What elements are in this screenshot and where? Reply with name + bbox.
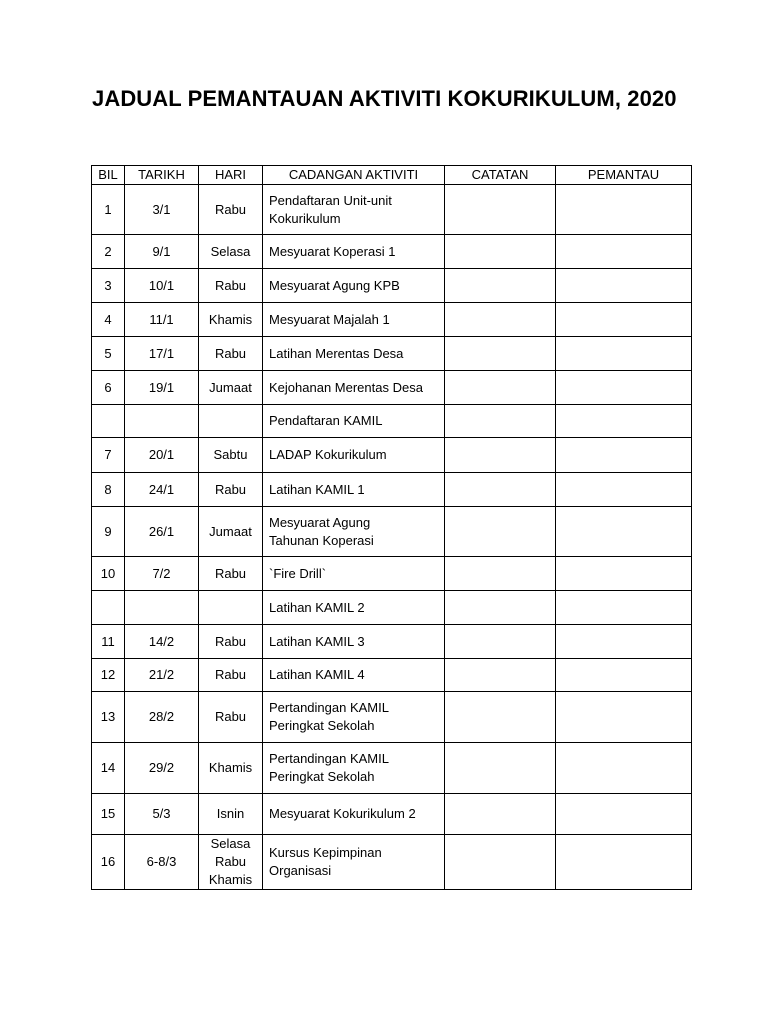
table-row <box>92 371 692 405</box>
cell-aktiviti-line: `Fire Drill` <box>269 565 327 581</box>
table-row <box>92 743 692 794</box>
header-cadangan-aktiviti: CADANGAN AKTIVITI <box>263 166 445 185</box>
table-row <box>92 269 692 303</box>
cell-pemantau <box>556 185 692 235</box>
cell-hari <box>199 591 263 625</box>
cell-catatan <box>445 507 556 557</box>
cell-catatan <box>445 743 556 794</box>
cell-aktiviti-line: Kokurikulum <box>269 210 341 226</box>
cell-hari: Rabu <box>199 659 263 692</box>
cell-cadangan-aktiviti <box>263 269 445 303</box>
cell-aktiviti-line: Pendaftaran Unit-unit <box>269 192 392 208</box>
cell-pemantau <box>556 269 692 303</box>
table-row <box>92 235 692 269</box>
cell-catatan <box>445 185 556 235</box>
cell-pemantau <box>556 303 692 337</box>
cell-cadangan-aktiviti <box>263 692 445 743</box>
cell-bil: 11 <box>92 625 125 659</box>
cell-pemantau <box>556 835 692 890</box>
cell-cadangan-aktiviti <box>263 659 445 692</box>
cell-catatan <box>445 557 556 591</box>
header-catatan: CATATAN <box>445 166 556 185</box>
cell-pemantau <box>556 692 692 743</box>
cell-tarikh: 20/1 <box>125 438 199 473</box>
cell-pemantau <box>556 794 692 835</box>
cell-hari: Rabu <box>199 625 263 659</box>
cell-aktiviti-line: Latihan Merentas Desa <box>269 345 404 361</box>
cell-tarikh: 14/2 <box>125 625 199 659</box>
cell-hari: Khamis <box>199 303 263 337</box>
cell-cadangan-aktiviti <box>263 185 445 235</box>
table-row <box>92 438 692 473</box>
cell-bil: 1 <box>92 185 125 235</box>
cell-bil: 13 <box>92 692 125 743</box>
cell-pemantau <box>556 743 692 794</box>
table-row <box>92 473 692 507</box>
cell-catatan <box>445 438 556 473</box>
table-row <box>92 405 692 438</box>
cell-tarikh: 3/1 <box>125 185 199 235</box>
cell-cadangan-aktiviti <box>263 405 445 438</box>
cell-tarikh: 5/3 <box>125 794 199 835</box>
cell-aktiviti-line: Latihan KAMIL 2 <box>269 599 365 615</box>
cell-hari: Rabu <box>199 692 263 743</box>
cell-aktiviti-line: Mesyuarat Kokurikulum 2 <box>269 806 416 821</box>
cell-cadangan-aktiviti <box>263 438 445 473</box>
cell-aktiviti-line: Pertandingan KAMIL <box>269 751 389 766</box>
cell-catatan <box>445 405 556 438</box>
cell-cadangan-aktiviti <box>263 473 445 507</box>
header-tarikh: TARIKH <box>125 166 199 185</box>
cell-aktiviti-line: Pendaftaran KAMIL <box>269 413 383 428</box>
cell-tarikh: 24/1 <box>125 473 199 507</box>
cell-aktiviti-line: Mesyuarat Koperasi 1 <box>269 243 396 259</box>
cell-cadangan-aktiviti <box>263 557 445 591</box>
table-row <box>92 692 692 743</box>
header-hari: HARI <box>199 166 263 185</box>
table-row <box>92 337 692 371</box>
header-pemantau: PEMANTAU <box>556 166 692 185</box>
table-row <box>92 659 692 692</box>
cell-catatan <box>445 794 556 835</box>
cell-pemantau <box>556 557 692 591</box>
cell-aktiviti-line: Tahunan Koperasi <box>269 532 374 548</box>
cell-tarikh: 7/2 <box>125 557 199 591</box>
cell-catatan <box>445 371 556 405</box>
table-row <box>92 557 692 591</box>
table-row <box>92 185 692 235</box>
cell-tarikh: 10/1 <box>125 269 199 303</box>
cell-catatan <box>445 337 556 371</box>
cell-pemantau <box>556 438 692 473</box>
cell-tarikh: 21/2 <box>125 659 199 692</box>
cell-tarikh: 17/1 <box>125 337 199 371</box>
cell-bil: 9 <box>92 507 125 557</box>
cell-aktiviti-line: Organisasi <box>269 863 332 878</box>
cell-bil: 10 <box>92 557 125 591</box>
cell-cadangan-aktiviti <box>263 591 445 625</box>
cell-bil: 6 <box>92 371 125 405</box>
cell-tarikh: 19/1 <box>125 371 199 405</box>
cell-hari: Rabu <box>199 557 263 591</box>
table-row <box>92 507 692 557</box>
cell-hari <box>199 835 263 890</box>
cell-pemantau <box>556 371 692 405</box>
cell-aktiviti-line: Peringkat Sekolah <box>269 769 375 784</box>
table-body <box>92 185 692 890</box>
cell-catatan <box>445 303 556 337</box>
table-row <box>92 835 692 890</box>
table-row <box>92 625 692 659</box>
cell-hari: Khamis <box>199 743 263 794</box>
cell-catatan <box>445 473 556 507</box>
cell-aktiviti-line: Peringkat Sekolah <box>269 718 375 733</box>
cell-bil: 14 <box>92 743 125 794</box>
cell-cadangan-aktiviti <box>263 337 445 371</box>
cell-catatan <box>445 235 556 269</box>
cell-hari: Isnin <box>199 794 263 835</box>
cell-hari-line: Khamis <box>208 872 253 887</box>
cell-hari: Rabu <box>199 185 263 235</box>
cell-hari: Rabu <box>199 337 263 371</box>
cell-aktiviti-line: Kejohanan Merentas Desa <box>269 379 423 395</box>
cell-pemantau <box>556 591 692 625</box>
cell-hari-line: Rabu <box>214 854 247 869</box>
cell-bil: 5 <box>92 337 125 371</box>
cell-cadangan-aktiviti <box>263 625 445 659</box>
cell-pemantau <box>556 507 692 557</box>
cell-cadangan-aktiviti <box>263 303 445 337</box>
cell-catatan <box>445 835 556 890</box>
cell-catatan <box>445 692 556 743</box>
cell-bil: 2 <box>92 235 125 269</box>
document-title: JADUAL PEMANTAUAN AKTIVITI KOKURIKULUM, 2020 <box>92 86 677 111</box>
table-row <box>92 591 692 625</box>
cell-aktiviti-line: Kursus Kepimpinan <box>269 845 382 860</box>
cell-hari <box>199 405 263 438</box>
cell-pemantau <box>556 337 692 371</box>
cell-bil <box>92 591 125 625</box>
cell-bil: 15 <box>92 794 125 835</box>
cell-pemantau <box>556 473 692 507</box>
cell-hari: Jumaat <box>199 371 263 405</box>
cell-pemantau <box>556 235 692 269</box>
cell-bil: 8 <box>92 473 125 507</box>
cell-tarikh: 28/2 <box>125 692 199 743</box>
cell-aktiviti-line: Mesyuarat Agung KPB <box>269 277 400 293</box>
cell-tarikh: 9/1 <box>125 235 199 269</box>
cell-bil: 3 <box>92 269 125 303</box>
cell-catatan <box>445 591 556 625</box>
cell-tarikh: 11/1 <box>125 303 199 337</box>
cell-tarikh <box>125 591 199 625</box>
cell-bil: 12 <box>92 659 125 692</box>
cell-tarikh: 29/2 <box>125 743 199 794</box>
table-header-row <box>92 166 692 185</box>
cell-cadangan-aktiviti <box>263 235 445 269</box>
cell-aktiviti-line: LADAP Kokurikulum <box>269 447 387 462</box>
table-row <box>92 794 692 835</box>
cell-aktiviti-line: Mesyuarat Agung <box>269 514 371 530</box>
cell-aktiviti-line: Pertandingan KAMIL <box>269 700 389 715</box>
cell-hari: Sabtu <box>199 438 263 473</box>
cell-cadangan-aktiviti <box>263 794 445 835</box>
cell-hari-line: Selasa <box>210 836 251 851</box>
cell-pemantau <box>556 405 692 438</box>
cell-bil <box>92 405 125 438</box>
cell-pemantau <box>556 659 692 692</box>
activity-schedule-table <box>91 165 692 890</box>
cell-hari: Jumaat <box>199 507 263 557</box>
cell-cadangan-aktiviti <box>263 507 445 557</box>
cell-catatan <box>445 269 556 303</box>
cell-tarikh: 6-8/3 <box>125 835 199 890</box>
cell-hari: Rabu <box>199 269 263 303</box>
cell-aktiviti-line: Latihan KAMIL 4 <box>269 667 365 682</box>
cell-catatan <box>445 625 556 659</box>
cell-cadangan-aktiviti <box>263 743 445 794</box>
cell-tarikh: 26/1 <box>125 507 199 557</box>
cell-aktiviti-line: Latihan KAMIL 3 <box>269 633 365 649</box>
table-row <box>92 303 692 337</box>
cell-aktiviti-line: Mesyuarat Majalah 1 <box>269 311 390 327</box>
cell-aktiviti-line: Latihan KAMIL 1 <box>269 481 365 497</box>
cell-hari: Rabu <box>199 473 263 507</box>
cell-tarikh <box>125 405 199 438</box>
cell-hari: Selasa <box>199 235 263 269</box>
cell-pemantau <box>556 625 692 659</box>
cell-cadangan-aktiviti <box>263 835 445 890</box>
cell-catatan <box>445 659 556 692</box>
cell-bil: 4 <box>92 303 125 337</box>
cell-bil: 7 <box>92 438 125 473</box>
header-bil: BIL <box>92 166 125 185</box>
cell-bil: 16 <box>92 835 125 890</box>
cell-cadangan-aktiviti <box>263 371 445 405</box>
